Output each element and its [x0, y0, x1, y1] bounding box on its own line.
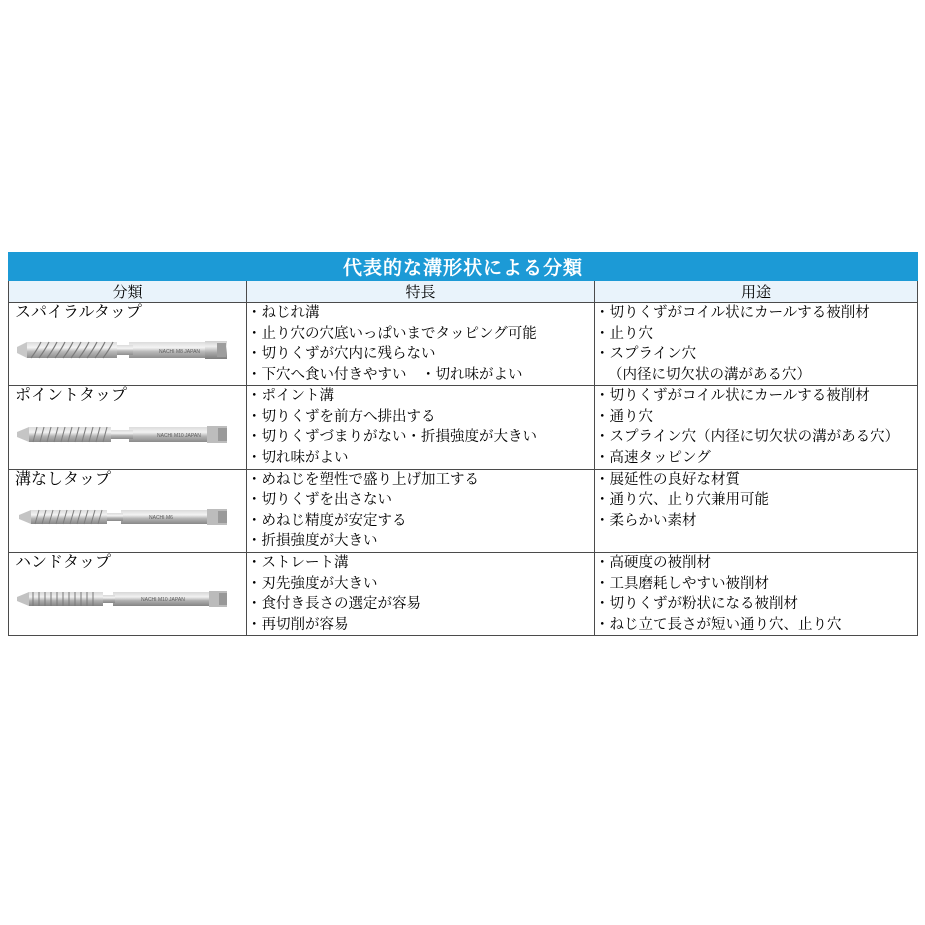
list-item: ・ 折損強度が大きい	[247, 531, 594, 552]
list-item: ・ 止り穴の穴底いっぱいまでタッピング可能	[247, 324, 594, 345]
list-item: ・ 通り穴	[595, 407, 917, 428]
features-list	[247, 470, 594, 552]
list-item: ・ めねじを塑性で盛り上げ加工する	[247, 470, 594, 491]
category-label: ポイントタップ	[15, 387, 128, 405]
list-item: （内径に切欠状の溝がある穴）	[608, 366, 811, 383]
category-label: スパイラルタップ	[15, 304, 142, 321]
list-item: ・ 展延性の良好な材質	[595, 470, 917, 491]
table-row	[9, 552, 918, 635]
list-item: ・ 再切削が容易	[247, 615, 594, 636]
svg-text:NACHI M10 JAPAN: NACHI M10 JAPAN	[141, 597, 185, 604]
list-item: ・ 通り穴、止り穴兼用可能	[595, 490, 917, 511]
list-item: ・ スプライン穴（内径に切欠状の溝がある穴）	[595, 427, 917, 448]
features-list	[247, 303, 594, 385]
list-item: ・ ねじれ溝	[247, 303, 594, 324]
list-item: ・ 切りくずを出さない	[247, 490, 594, 511]
svg-text:NACHI M10 JAPAN: NACHI M10 JAPAN	[157, 432, 201, 439]
uses-cell	[595, 386, 918, 469]
list-item: ・ 切れ味がよい	[247, 448, 594, 469]
svg-text:NACHI M8 JAPAN: NACHI M8 JAPAN	[159, 349, 201, 356]
tap-classification-table	[8, 252, 918, 636]
table-row	[9, 469, 918, 552]
uses-list	[595, 553, 917, 635]
features-cell	[247, 469, 595, 552]
list-item: ・ ストレート溝	[247, 553, 594, 574]
list-item: ・ 切りくずがコイル状にカールする被削材	[595, 303, 917, 324]
list-item: ・ 柔らかい素材	[595, 511, 917, 532]
features-list	[247, 386, 594, 468]
grooveless-tap-photo	[9, 491, 246, 543]
table-row	[9, 386, 918, 469]
svg-text:NACHI M6: NACHI M6	[149, 515, 173, 522]
list-item: ・ 高硬度の被削材	[595, 553, 917, 574]
list-item: ・ ポイント溝	[247, 386, 594, 407]
category-label: 溝なしタップ	[15, 470, 112, 488]
column-header-uses: 用途	[595, 281, 918, 303]
column-header-category: 分類	[9, 281, 247, 303]
uses-list	[595, 470, 917, 532]
list-item: ・ 切りくずが穴内に残らない	[247, 344, 594, 365]
list-item: ・ 高速タッピング	[595, 448, 917, 469]
list-item: ・ 刃先強度が大きい	[247, 574, 594, 595]
column-header-features: 特長	[247, 281, 595, 303]
uses-cell	[595, 552, 918, 635]
list-item: ・ ねじ立て長さが短い通り穴、止り穴	[595, 615, 917, 636]
classification-table-container	[8, 252, 917, 636]
list-item: ・ 止り穴	[595, 324, 917, 345]
hand-tap-photo	[9, 574, 246, 626]
category-label: ハンドタップ	[15, 553, 112, 571]
features-cell	[247, 386, 595, 469]
table-title-row	[9, 253, 918, 281]
features-cell	[247, 303, 595, 386]
point-tap-photo	[9, 408, 246, 460]
table-row	[9, 303, 918, 386]
table-title: 代表的な溝形状による分類	[9, 253, 918, 281]
uses-list	[595, 303, 917, 385]
list-item: ・ めねじ精度が安定する	[247, 511, 594, 532]
uses-cell	[595, 469, 918, 552]
category-cell	[9, 303, 247, 386]
uses-cell	[595, 303, 918, 386]
uses-list	[595, 386, 917, 468]
category-cell	[9, 469, 247, 552]
features-cell	[247, 552, 595, 635]
spiral-tap-photo	[9, 324, 246, 376]
category-cell	[9, 552, 247, 635]
table-header-row	[9, 281, 918, 303]
list-item: ・ スプライン穴	[595, 344, 917, 365]
list-item: ・ 切りくずを前方へ排出する	[247, 407, 594, 428]
list-item: ・ 切りくずが粉状になる被削材	[595, 594, 917, 615]
features-list	[247, 553, 594, 635]
list-item: ・ 工具磨耗しやすい被削材	[595, 574, 917, 595]
list-item: ・ 食付き長さの選定が容易	[247, 594, 594, 615]
list-item: ・ 下穴へ食い付きやすい ・切れ味がよい	[247, 365, 594, 386]
category-cell	[9, 386, 247, 469]
list-item: ・ 切りくずがコイル状にカールする被削材	[595, 386, 917, 407]
list-item: ・ 切りくずづまりがない・折損強度が大きい	[247, 427, 594, 448]
